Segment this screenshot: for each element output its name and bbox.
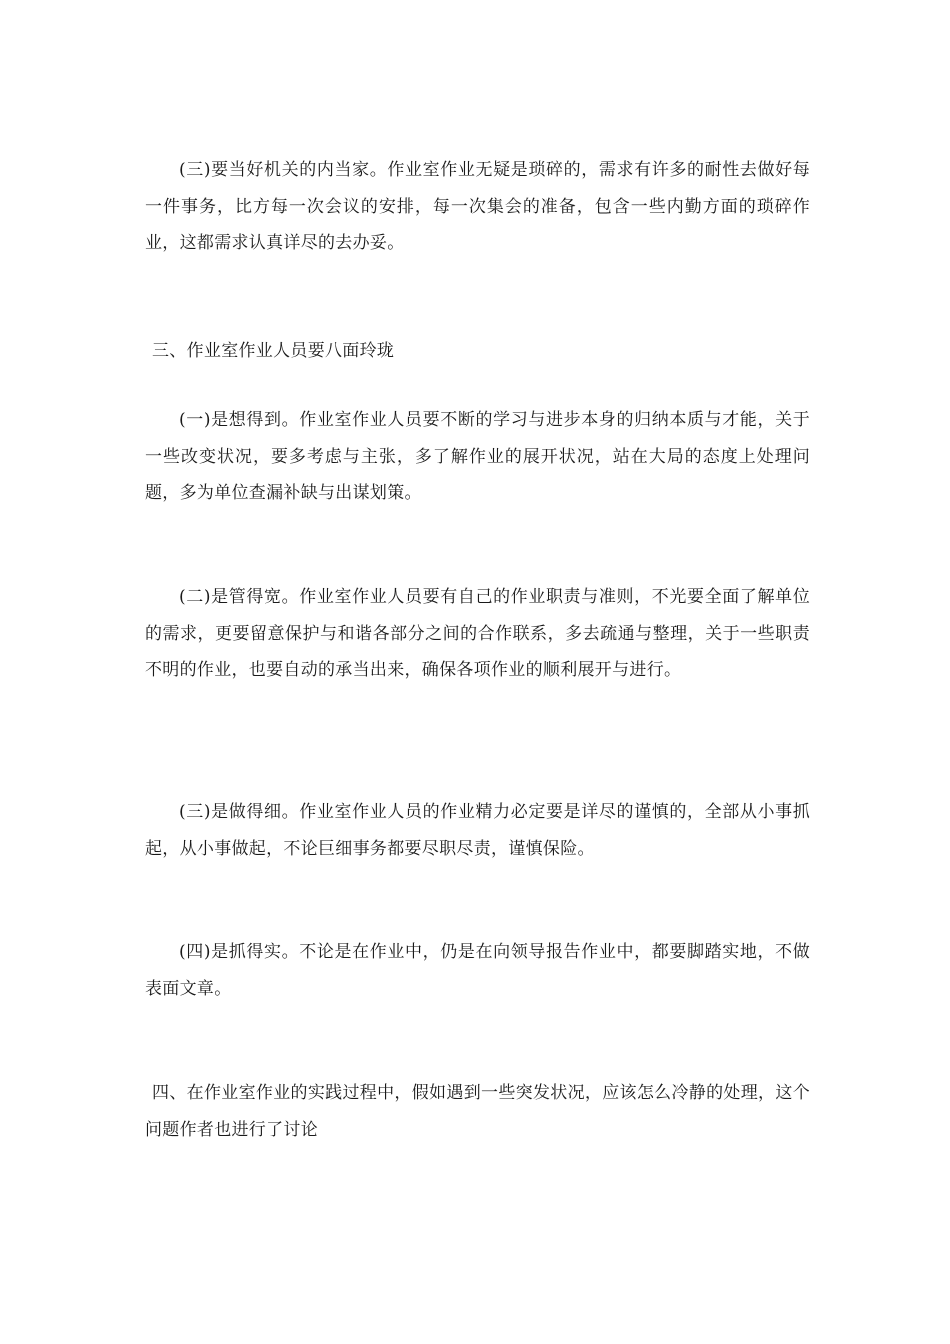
section-heading-four: 四、在作业室作业的实践过程中，假如遇到一些突发状况，应该怎么冷静的处理，这个问题作者也进行了讨论 xyxy=(145,1083,810,1140)
section-heading-three: 三、作业室作业人员要八面玲珑 xyxy=(152,341,395,361)
paragraph-think-ahead: (一)是想得到。作业室作业人员要不断的学习与进步本身的归纳本质与才能，关于一些改变状况，要多考虑与主张，多了解作业的展开状况，站在大局的态度上处理问题，多为单位查漏补缺与出谋划策。 xyxy=(145,410,810,503)
paragraph-do-detailed: (三)是做得细。作业室作业人员的作业精力必定要是详尽的谨慎的，全部从小事抓起，从小事做起，不论巨细事务都要尽职尽责，谨慎保险。 xyxy=(145,802,810,859)
paragraph-office-housekeeper: (三)要当好机关的内当家。作业室作业无疑是琐碎的，需求有许多的耐性去做好每一件事务，比方每一次会议的安排，每一次集会的准备，包含一些内勤方面的琐碎作业，这都需求认真详尽的去办妥。 xyxy=(145,160,810,253)
paragraph-grasp-solid: (四)是抓得实。不论是在作业中，仍是在向领导报告作业中，都要脚踏实地，不做表面文章。 xyxy=(145,942,810,999)
paragraph-manage-wide: (二)是管得宽。作业室作业人员要有自己的作业职责与准则，不光要全面了解单位的需求，更要留意保护与和谐各部分之间的合作联系，多去疏通与整理，关于一些职责不明的作业，也要自动的承当出来，确保各项作业的顺利展开与进行。 xyxy=(145,587,810,680)
